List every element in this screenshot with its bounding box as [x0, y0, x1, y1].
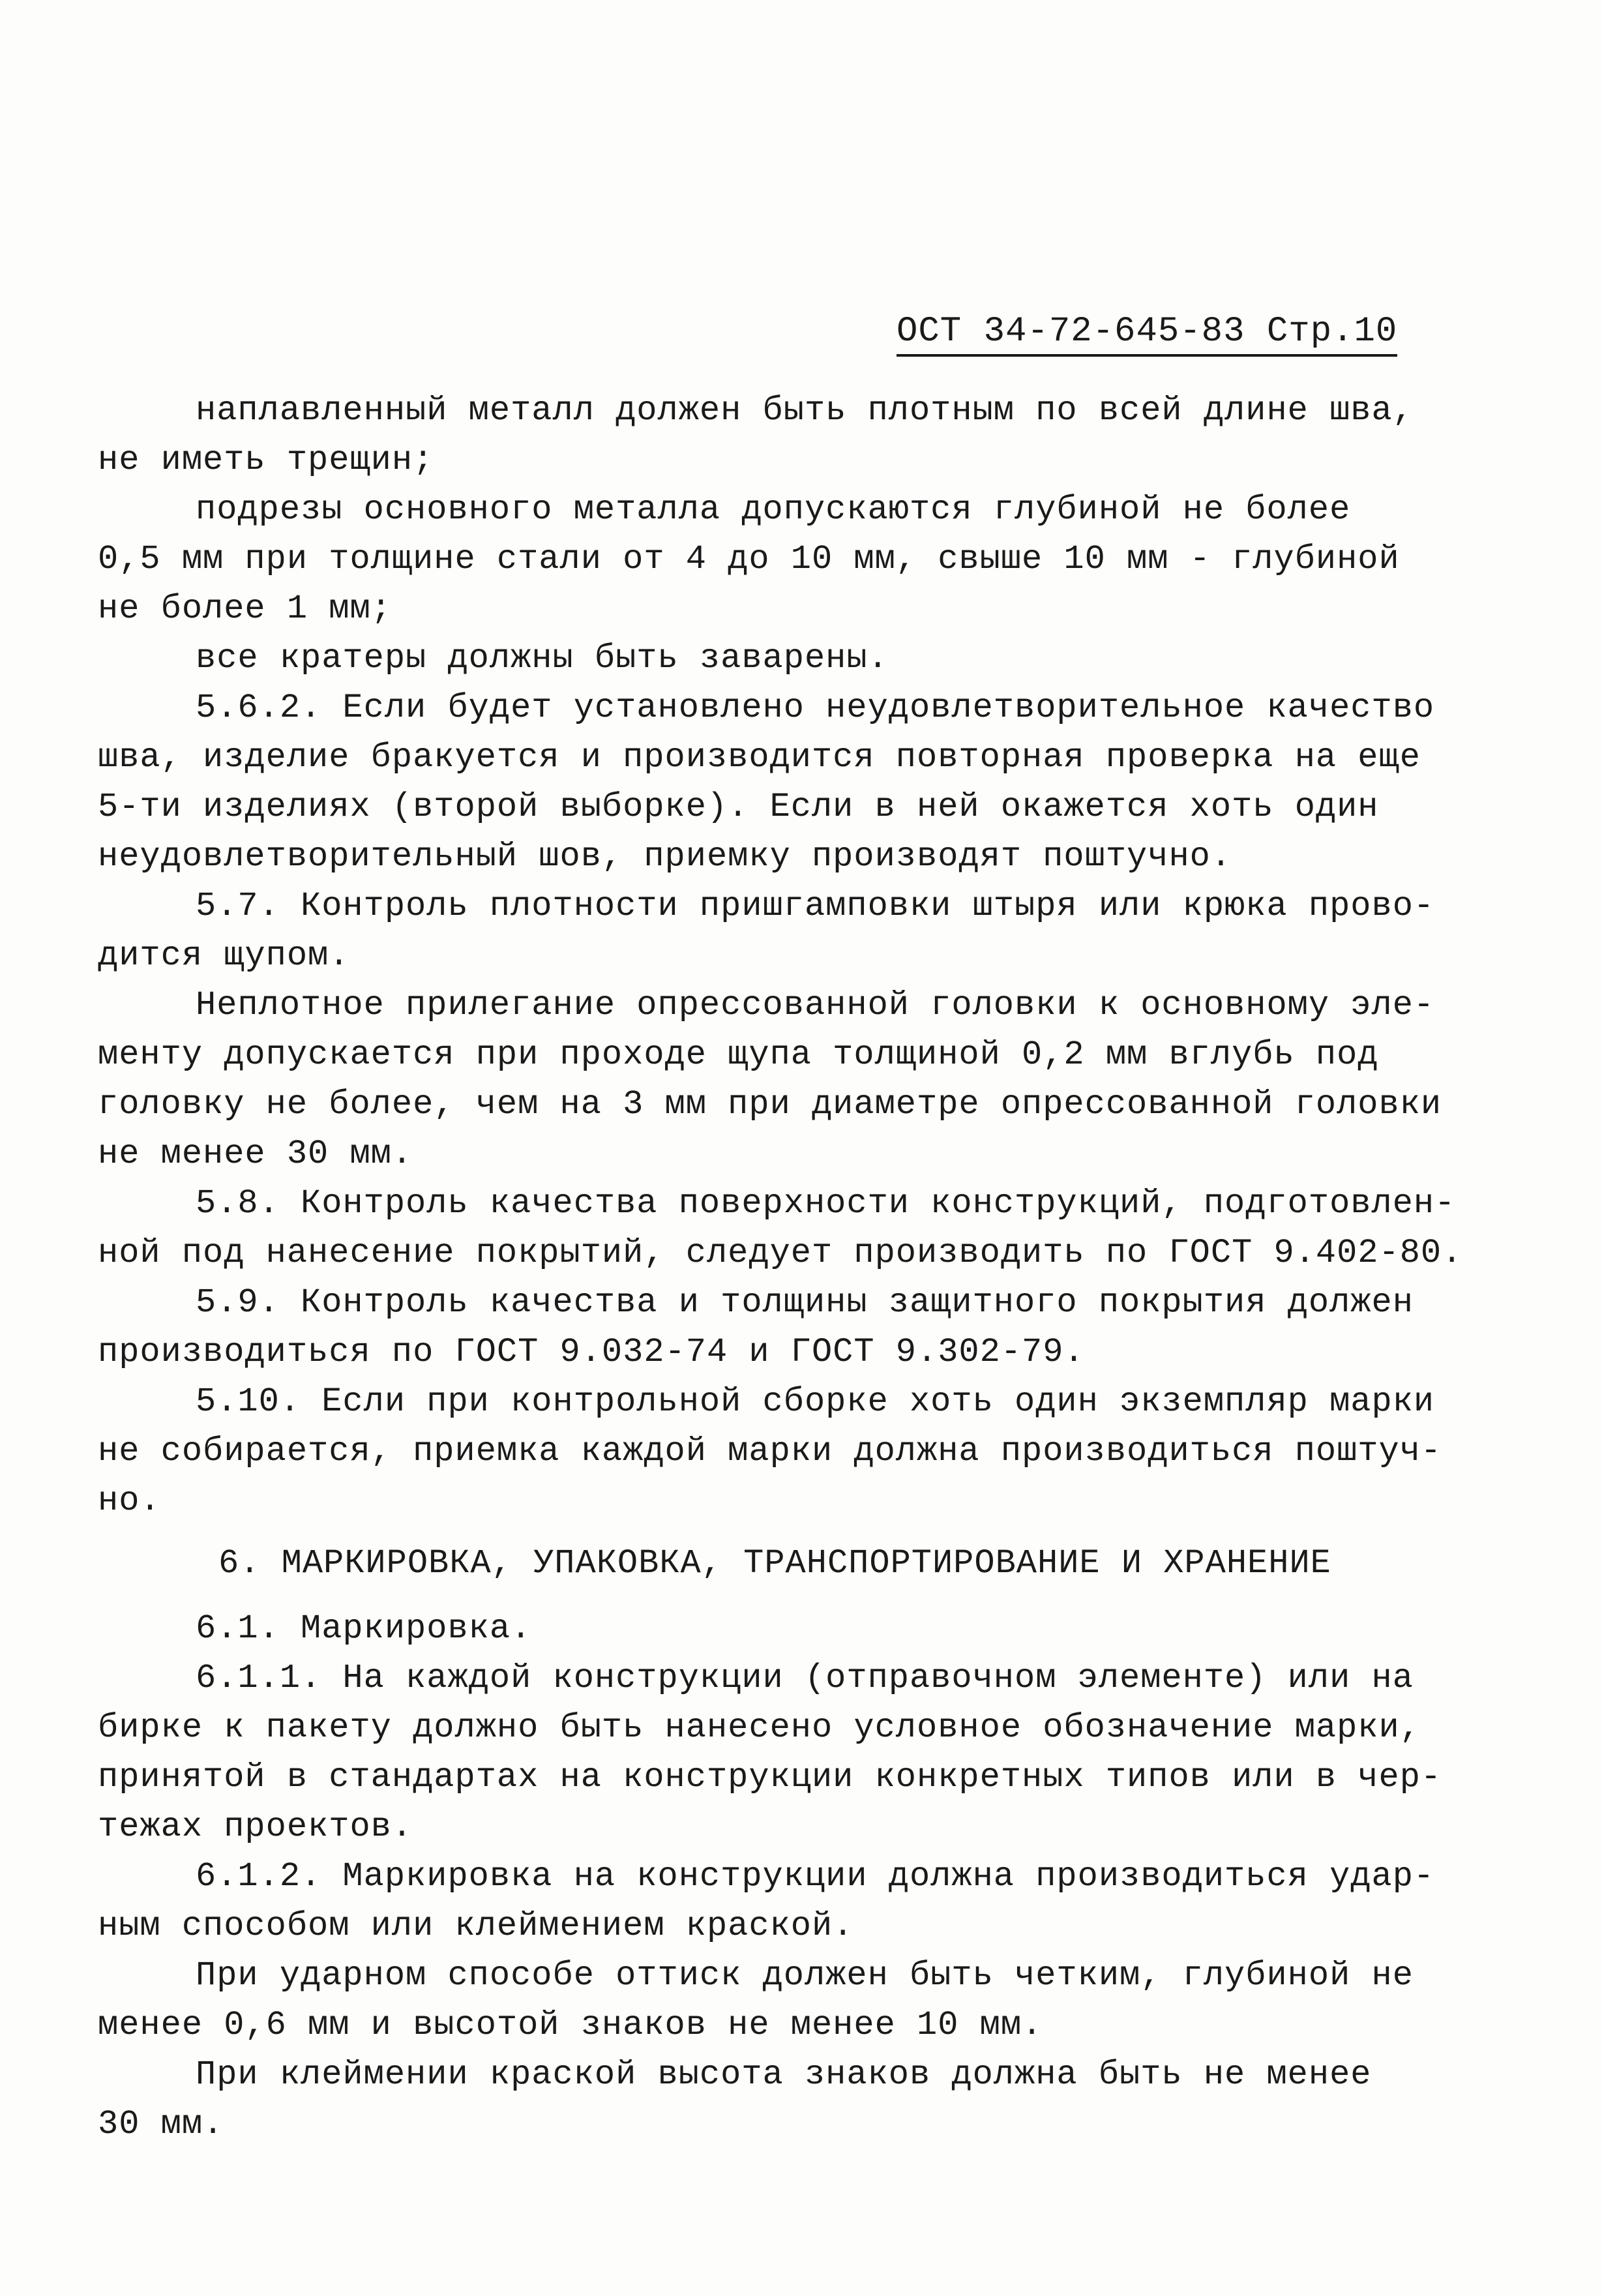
text-line: не собирается, приемка каждой марки должна производиться поштуч-	[98, 1432, 1442, 1470]
text-line: 5.9. Контроль качества и толщины защитного покрытия должен	[196, 1283, 1414, 1322]
text-line: менту допускается при проходе щупа толщиной 0,2 мм вглубь под	[98, 1036, 1379, 1074]
text-line: бирке к пакету должно быть нанесено условное обозначение марки,	[98, 1708, 1421, 1747]
text-line: 5.10. Если при контрольной сборке хоть один экземпляр марки	[196, 1382, 1435, 1421]
text-line: дится щупом.	[98, 936, 350, 975]
text-line: 0,5 мм при толщине стали от 4 до 10 мм, свыше 10 мм - глубиной	[98, 540, 1400, 578]
text-line: 5.6.2. Если будет установлено неудовлетворительное качество	[196, 689, 1435, 727]
text-line: При клеймении краской высота знаков должна быть не менее	[196, 2055, 1372, 2094]
text-line: 5.7. Контроль плотности пришгамповки штыря или крюка прово-	[196, 887, 1435, 925]
text-line: головку не более, чем на 3 мм при диаметре опрессованной головки	[98, 1085, 1442, 1124]
text-line: ным способом или клеймением краской.	[98, 1907, 854, 1945]
text-line: ной под нанесение покрытий, следует производить по ГОСТ 9.402-80.	[98, 1234, 1463, 1272]
text-line: При ударном способе оттиск должен быть четким, глубиной не	[196, 1956, 1414, 1995]
text-line: 5.8. Контроль качества поверхности конструкций, подготовлен-	[196, 1184, 1456, 1223]
text-line: 6.1.2. Маркировка на конструкции должна производиться удар-	[196, 1857, 1435, 1896]
text-line: 30 мм.	[98, 2105, 224, 2143]
text-line: не менее 30 мм.	[98, 1135, 413, 1173]
text-line: шва, изделие бракуется и производится повторная проверка на еще	[98, 738, 1421, 777]
text-line: принятой в стандартах на конструкции конкретных типов или в чер-	[98, 1758, 1442, 1797]
text-line: не более 1 мм;	[98, 589, 392, 628]
text-line: тежах проектов.	[98, 1808, 413, 1846]
text-line: 5-ти изделиях (второй выборке). Если в ней окажется хоть один	[98, 788, 1379, 826]
text-line: наплавленный металл должен быть плотным по всей длине шва,	[196, 391, 1414, 430]
text-line: Неплотное прилегание опрессованной головки к основному эле-	[196, 986, 1435, 1024]
text-line: все кратеры должны быть заварены.	[196, 639, 889, 678]
text-line: не иметь трещин;	[98, 441, 434, 479]
text-line: 6.1.1. На каждой конструкции (отправочном элементе) или на	[196, 1659, 1414, 1697]
section-heading: 6. МАРКИРОВКА, УПАКОВКА, ТРАНСПОРТИРОВАНИЕ И ХРАНЕНИЕ	[218, 1544, 1331, 1583]
text-line: неудовлетворительный шов, приемку производят поштучно.	[98, 837, 1232, 876]
text-line: но.	[98, 1482, 161, 1520]
document-body	[98, 386, 1467, 2149]
text-line: менее 0,6 мм и высотой знаков не менее 10 мм.	[98, 2006, 1043, 2044]
page-header-doc-ref: ОСТ 34-72-645-83 Стр.10	[897, 312, 1397, 357]
text-line: 6.1. Маркировка.	[196, 1609, 532, 1648]
text-line: производиться по ГОСТ 9.032-74 и ГОСТ 9.302-79.	[98, 1333, 1085, 1371]
text-line: подрезы основного металла допускаются глубиной не более	[196, 490, 1351, 529]
